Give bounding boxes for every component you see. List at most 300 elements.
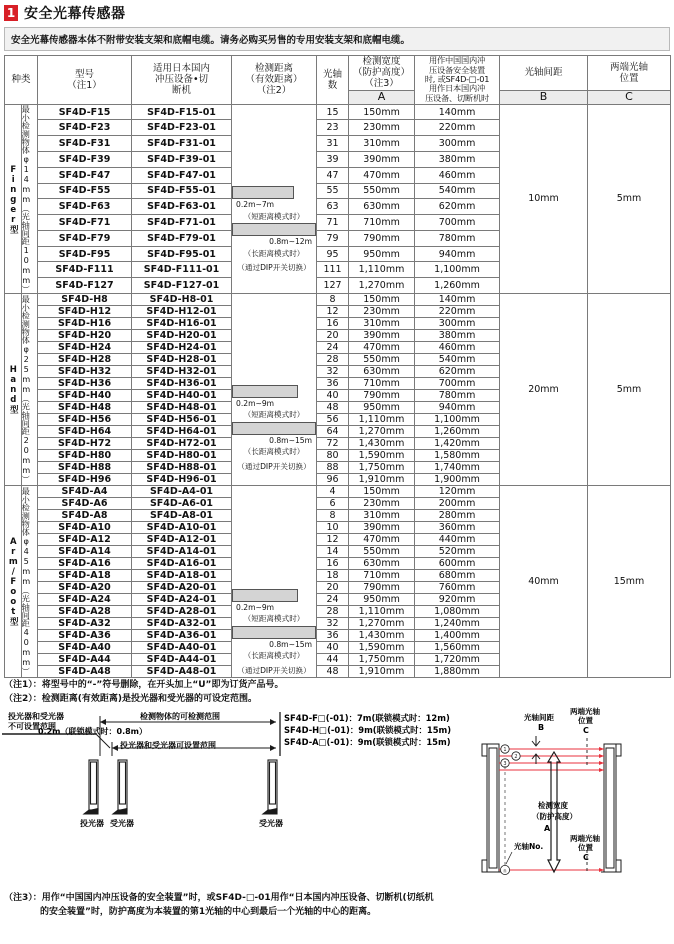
- cell-detection-width: 310mm: [349, 318, 415, 330]
- cell-model: SF4D-H64: [38, 426, 132, 438]
- cell-detection-width: 230mm: [349, 306, 415, 318]
- long-range-label: 0.8m~12m: [269, 237, 313, 247]
- cell-detection-width: 230mm: [349, 498, 415, 510]
- col-header-beams: [317, 56, 349, 105]
- short-range-bar: [232, 589, 298, 602]
- cell-cn-protection-height: 920mm: [415, 594, 500, 606]
- cell-model: SF4D-A4: [38, 486, 132, 498]
- light-curtain-diagram: [462, 704, 674, 890]
- cell-model: SF4D-H80: [38, 450, 132, 462]
- cell-cn-protection-height: 1,740mm: [415, 462, 500, 474]
- cell-detection-width: 1,430mm: [349, 630, 415, 642]
- cell-cn-protection-height: 460mm: [415, 342, 500, 354]
- cell-beam-count: 48: [317, 666, 349, 678]
- cell-detection-width: 630mm: [349, 199, 415, 215]
- cell-cn-protection-height: 700mm: [415, 215, 500, 231]
- cell-beam-count: 20: [317, 582, 349, 594]
- col-header-jp-press-l2: 冲压设备•切: [154, 74, 209, 86]
- cell-model: SF4D-H32: [38, 366, 132, 378]
- cell-beam-count: 31: [317, 136, 349, 152]
- col-header-cn-press-l1: 用作中国国内冲: [429, 55, 485, 66]
- cell-beam-count: 8: [317, 510, 349, 522]
- cell-beam-count: 36: [317, 378, 349, 390]
- cell-detection-width: 390mm: [349, 151, 415, 167]
- cell-detection-width: 150mm: [349, 294, 415, 306]
- cell-jp-model: SF4D-F39-01: [132, 151, 232, 167]
- cell-detection-width: 1,430mm: [349, 438, 415, 450]
- cell-detection-width: 470mm: [349, 342, 415, 354]
- cell-jp-model: SF4D-H64-01: [132, 426, 232, 438]
- col-header-beams-l2: 数: [327, 79, 338, 91]
- cell-cn-protection-height: 380mm: [415, 330, 500, 342]
- range-diagram: [0, 708, 462, 888]
- cell-jp-model: SF4D-F111-01: [132, 262, 232, 278]
- cell-cn-protection-height: 700mm: [415, 378, 500, 390]
- footnote-1: （注1）：将型号中的“-”符号删除，在开头加上“U”即为订货产品号。: [4, 680, 284, 691]
- col-header-jp-press-l3: 断机: [172, 85, 192, 97]
- label-min-dist: 0.2m（联锁模式时：0.8m）: [38, 727, 148, 737]
- cell-beam-count: 12: [317, 306, 349, 318]
- col-subheader-a: A: [349, 90, 415, 104]
- cell-beam-count: 71: [317, 215, 349, 231]
- cell-model: SF4D-H8: [38, 294, 132, 306]
- cell-beam-count: 55: [317, 183, 349, 199]
- col-header-ends-l2: 位置: [619, 72, 639, 84]
- cell-detection-width: 710mm: [349, 570, 415, 582]
- col-header-beams-l1: 光轴: [323, 68, 343, 80]
- label-ends-top-l2: 位置: [578, 716, 593, 726]
- cell-cn-protection-height: 780mm: [415, 390, 500, 402]
- cell-cn-protection-height: 1,080mm: [415, 606, 500, 618]
- cell-beam-count: 95: [317, 246, 349, 262]
- cell-beam-count: 12: [317, 534, 349, 546]
- cell-detection-width: 950mm: [349, 402, 415, 414]
- cell-model: SF4D-A12: [38, 534, 132, 546]
- label-pitch: 光轴间距: [524, 713, 554, 723]
- cell-model: SF4D-H20: [38, 330, 132, 342]
- emitter-icon: [84, 760, 98, 814]
- cell-beam-count: 8: [317, 294, 349, 306]
- cell-cn-protection-height: 460mm: [415, 167, 500, 183]
- cell-detection-width: 1,110mm: [349, 262, 415, 278]
- short-range-mode: （短距离模式时）: [243, 614, 305, 624]
- cell-model: SF4D-A10: [38, 522, 132, 534]
- group-min-object-text: 最小检测物体φ25mm（光轴间距20mm）: [21, 295, 32, 484]
- cell-jp-model: SF4D-H32-01: [132, 366, 232, 378]
- cell-cn-protection-height: 940mm: [415, 246, 500, 262]
- cell-detection-width: 310mm: [349, 510, 415, 522]
- cell-detection-width: 790mm: [349, 230, 415, 246]
- col-header-cn-press-l2: 压设备安全装置: [429, 64, 485, 75]
- table-body: [5, 104, 671, 677]
- cell-detection-width: 1,590mm: [349, 450, 415, 462]
- cell-beam-pitch: 10mm: [500, 104, 588, 293]
- cell-jp-model: SF4D-F47-01: [132, 167, 232, 183]
- cell-cn-protection-height: 1,580mm: [415, 450, 500, 462]
- light-curtain-svg: [462, 704, 674, 890]
- footnote-3-line2: 的安全装置”时，防护高度为本装置的第1光轴的中心到最后一个光轴的中心的距离。: [40, 906, 377, 917]
- cell-detection-distance: [232, 104, 317, 293]
- long-range-mode: （长距离模式时）: [243, 248, 305, 258]
- short-range-label: 0.2m~9m: [236, 398, 275, 408]
- long-range-mode: （长距离模式时）: [243, 447, 305, 457]
- label-ends-top-c: C: [583, 726, 589, 736]
- cell-beam-count: 32: [317, 366, 349, 378]
- cell-jp-model: SF4D-H20-01: [132, 330, 232, 342]
- cell-model: SF4D-H28: [38, 354, 132, 366]
- cell-beam-count: 14: [317, 546, 349, 558]
- group-type-label: [5, 486, 22, 678]
- cell-cn-protection-height: 760mm: [415, 582, 500, 594]
- col-subheader-c: C: [588, 90, 671, 104]
- cell-beam-count: 20: [317, 330, 349, 342]
- col-header-ends-l1: 两端光轴: [610, 61, 649, 73]
- cell-model: SF4D-H96: [38, 474, 132, 486]
- cell-detection-width: 1,270mm: [349, 278, 415, 294]
- cell-cn-protection-height: 360mm: [415, 522, 500, 534]
- cell-model: SF4D-F31: [38, 136, 132, 152]
- cell-jp-model: SF4D-H40-01: [132, 390, 232, 402]
- cell-cn-protection-height: 620mm: [415, 366, 500, 378]
- cell-jp-model: SF4D-F55-01: [132, 183, 232, 199]
- cell-cn-protection-height: 1,720mm: [415, 654, 500, 666]
- group-min-object-label: [22, 294, 38, 486]
- page-title-text: 安全光幕传感器: [24, 6, 126, 22]
- cell-beam-count: 40: [317, 642, 349, 654]
- cell-detection-width: 790mm: [349, 582, 415, 594]
- cell-model: SF4D-F39: [38, 151, 132, 167]
- cell-detection-width: 950mm: [349, 246, 415, 262]
- cell-beam-count: 80: [317, 450, 349, 462]
- cell-detection-width: 310mm: [349, 136, 415, 152]
- cell-cn-protection-height: 600mm: [415, 558, 500, 570]
- cell-jp-model: SF4D-F127-01: [132, 278, 232, 294]
- cell-beam-count: 96: [317, 474, 349, 486]
- cell-model: SF4D-H48: [38, 402, 132, 414]
- cell-beam-count: 39: [317, 151, 349, 167]
- cell-detection-width: 710mm: [349, 215, 415, 231]
- cell-detection-width: 1,910mm: [349, 666, 415, 678]
- col-header-ends: [588, 56, 671, 91]
- group-min-object-label: [22, 104, 38, 293]
- cell-detection-width: 230mm: [349, 120, 415, 136]
- cell-cn-protection-height: 280mm: [415, 510, 500, 522]
- cell-detection-distance: [232, 294, 317, 486]
- cell-beam-count: 63: [317, 199, 349, 215]
- cell-model: SF4D-H56: [38, 414, 132, 426]
- cell-beam-count: 48: [317, 402, 349, 414]
- cell-jp-model: SF4D-A36-01: [132, 630, 232, 642]
- cell-cn-protection-height: 220mm: [415, 120, 500, 136]
- cell-jp-model: SF4D-H28-01: [132, 354, 232, 366]
- cell-detection-width: 1,270mm: [349, 618, 415, 630]
- cell-model: SF4D-H36: [38, 378, 132, 390]
- cell-model: SF4D-H40: [38, 390, 132, 402]
- cell-model: SF4D-A40: [38, 642, 132, 654]
- cell-beam-count: 24: [317, 342, 349, 354]
- long-range-bar: [232, 223, 316, 236]
- cell-beam-count: 47: [317, 167, 349, 183]
- cell-jp-model: SF4D-A14-01: [132, 546, 232, 558]
- cell-beam-count: 28: [317, 606, 349, 618]
- cell-model: SF4D-H16: [38, 318, 132, 330]
- cell-jp-model: SF4D-A40-01: [132, 642, 232, 654]
- cell-jp-model: SF4D-H96-01: [132, 474, 232, 486]
- cell-model: SF4D-F47: [38, 167, 132, 183]
- cell-detection-width: 1,270mm: [349, 426, 415, 438]
- cell-cn-protection-height: 780mm: [415, 230, 500, 246]
- cell-detection-width: 150mm: [349, 486, 415, 498]
- cell-model: SF4D-A28: [38, 606, 132, 618]
- cell-detection-width: 1,750mm: [349, 654, 415, 666]
- label-spec-h: SF4D-H□(-01)：9m(联锁模式时：15m): [284, 725, 452, 736]
- col-header-distance-l2: （有效距离）: [245, 74, 303, 86]
- cell-cn-protection-height: 1,400mm: [415, 630, 500, 642]
- col-header-kind: 种类: [5, 56, 38, 105]
- cell-cn-protection-height: 120mm: [415, 486, 500, 498]
- col-header-distance: [232, 56, 317, 105]
- cell-model: SF4D-F127: [38, 278, 132, 294]
- cell-cn-protection-height: 300mm: [415, 318, 500, 330]
- cell-jp-model: SF4D-H24-01: [132, 342, 232, 354]
- cell-detection-width: 470mm: [349, 534, 415, 546]
- label-emitter: 投光器: [80, 819, 104, 829]
- cell-cn-protection-height: 680mm: [415, 570, 500, 582]
- cell-detection-width: 550mm: [349, 183, 415, 199]
- cell-detection-width: 1,110mm: [349, 414, 415, 426]
- label-ends-bot-l2: 位置: [578, 843, 593, 853]
- dip-switch-note: （通过DIP开关切换）: [237, 665, 311, 675]
- cell-jp-model: SF4D-A32-01: [132, 618, 232, 630]
- label-width-l1: 检测宽度: [538, 801, 568, 811]
- col-header-model: [38, 56, 132, 105]
- cell-jp-model: SF4D-A16-01: [132, 558, 232, 570]
- cell-detection-width: 950mm: [349, 594, 415, 606]
- label-no-set-l1: 投光器和受光器: [8, 712, 64, 722]
- short-range-bar: [232, 385, 298, 398]
- cell-jp-model: SF4D-H56-01: [132, 414, 232, 426]
- long-range-bar: [232, 626, 316, 639]
- col-header-jp-press-l1: 适用日本国内: [153, 63, 211, 74]
- cell-cn-protection-height: 540mm: [415, 183, 500, 199]
- cell-jp-model: SF4D-F71-01: [132, 215, 232, 231]
- page-title: [0, 0, 674, 25]
- cell-cn-protection-height: 140mm: [415, 294, 500, 306]
- cell-model: SF4D-A14: [38, 546, 132, 558]
- cell-beam-count: 88: [317, 462, 349, 474]
- cell-jp-model: SF4D-H72-01: [132, 438, 232, 450]
- receiver-icon: [113, 760, 127, 814]
- col-header-cn-press-l3: 时, 或SF4D-□-01: [424, 74, 490, 85]
- cell-detection-width: 710mm: [349, 378, 415, 390]
- cell-cn-protection-height: 540mm: [415, 354, 500, 366]
- cell-cn-protection-height: 440mm: [415, 534, 500, 546]
- cell-beam-count: 56: [317, 414, 349, 426]
- footnote-3: [0, 890, 674, 919]
- cell-detection-distance: [232, 486, 317, 678]
- cell-jp-model: SF4D-A48-01: [132, 666, 232, 678]
- label-settable: 投光器和受光器可设置范围: [120, 741, 216, 751]
- label-ends-top-l1: 两端光轴: [570, 707, 600, 717]
- long-range-label: 0.8m~15m: [269, 435, 313, 445]
- cell-model: SF4D-A24: [38, 594, 132, 606]
- cell-cn-protection-height: 940mm: [415, 402, 500, 414]
- cell-detection-width: 150mm: [349, 104, 415, 120]
- col-header-width: [349, 56, 415, 91]
- label-width-a: A: [544, 824, 551, 834]
- cell-beam-count: 127: [317, 278, 349, 294]
- cell-jp-model: SF4D-A6-01: [132, 498, 232, 510]
- cell-jp-model: SF4D-A10-01: [132, 522, 232, 534]
- cell-detection-width: 1,110mm: [349, 606, 415, 618]
- cell-cn-protection-height: 300mm: [415, 136, 500, 152]
- cell-cn-protection-height: 1,560mm: [415, 642, 500, 654]
- cell-model: SF4D-H72: [38, 438, 132, 450]
- cell-model: SF4D-A18: [38, 570, 132, 582]
- cell-detection-width: 390mm: [349, 330, 415, 342]
- label-receiver: 受光器: [110, 819, 134, 829]
- cell-jp-model: SF4D-A44-01: [132, 654, 232, 666]
- range-diagram-svg: [0, 708, 462, 836]
- cell-cn-protection-height: 1,100mm: [415, 414, 500, 426]
- cell-detection-width: 390mm: [349, 522, 415, 534]
- col-header-model-l1: 型号: [75, 68, 95, 80]
- cell-cn-protection-height: 1,880mm: [415, 666, 500, 678]
- footnote-3-line1: （注3）：用作“中国国内冲压设备的安全装置”时，或SF4D-□-01用作“日本国内冲压设备、切断机(切纸机: [4, 893, 434, 904]
- cell-end-beam-position: 5mm: [588, 104, 671, 293]
- cell-end-beam-position: 5mm: [588, 294, 671, 486]
- cell-model: SF4D-F71: [38, 215, 132, 231]
- cell-detection-width: 1,910mm: [349, 474, 415, 486]
- cell-model: SF4D-A44: [38, 654, 132, 666]
- short-range-mode: （短距离模式时）: [243, 211, 305, 221]
- group-type-text: Arm/Foot型: [8, 537, 19, 626]
- cell-model: SF4D-F79: [38, 230, 132, 246]
- group-min-object-text: 最小检测物体φ45mm（光轴间距40mm）: [21, 487, 32, 676]
- cell-detection-width: 790mm: [349, 390, 415, 402]
- label-beam-no: 光轴No.: [514, 842, 544, 852]
- short-range-label: 0.2m~7m: [236, 200, 275, 210]
- cell-model: SF4D-F55: [38, 183, 132, 199]
- cell-jp-model: SF4D-H48-01: [132, 402, 232, 414]
- label-ends-bot-c: C: [583, 853, 589, 863]
- cell-beam-count: 6: [317, 498, 349, 510]
- col-header-distance-l1: 检测距离: [255, 63, 294, 74]
- cell-cn-protection-height: 520mm: [415, 546, 500, 558]
- cell-beam-count: 10: [317, 522, 349, 534]
- cell-cn-protection-height: 1,900mm: [415, 474, 500, 486]
- header-note: 安全光幕传感器本体不附带安装支架和底帽电缆。请务必购买另售的专用安装支架和底帽电缆。: [4, 27, 670, 51]
- cell-model: SF4D-H88: [38, 462, 132, 474]
- cell-jp-model: SF4D-A12-01: [132, 534, 232, 546]
- label-width-l2: （防护高度）: [532, 812, 577, 822]
- cell-beam-count: 32: [317, 618, 349, 630]
- label-receiver2: 受光器: [259, 819, 283, 829]
- footnote-2: （注2）：检测距离(有效距离)是投光器和受光器的可设定范围。: [4, 694, 257, 705]
- cell-model: SF4D-A36: [38, 630, 132, 642]
- cell-model: SF4D-A16: [38, 558, 132, 570]
- group-min-object-text: 最小检测物体φ14mm（光轴间距10mm）: [21, 104, 32, 294]
- long-range-mode: （长距离模式时）: [243, 651, 305, 661]
- long-range-bar: [232, 422, 316, 435]
- group-type-label: [5, 104, 22, 293]
- label-spec-a: SF4D-A□(-01)：9m(联锁模式时：15m): [284, 737, 451, 748]
- cell-detection-width: 630mm: [349, 366, 415, 378]
- cell-jp-model: SF4D-A8-01: [132, 510, 232, 522]
- cell-beam-count: 4: [317, 486, 349, 498]
- table-row: [5, 104, 671, 120]
- cell-jp-model: SF4D-H36-01: [132, 378, 232, 390]
- cell-jp-model: SF4D-A4-01: [132, 486, 232, 498]
- label-pitch-b: B: [538, 723, 545, 733]
- cell-cn-protection-height: 1,100mm: [415, 262, 500, 278]
- col-header-cn-press-l4: 用作日本国内冲: [429, 83, 485, 94]
- cell-beam-count: 28: [317, 354, 349, 366]
- dip-switch-note: （通过DIP开关切换）: [237, 461, 311, 471]
- cell-beam-pitch: 20mm: [500, 294, 588, 486]
- cell-beam-count: 40: [317, 390, 349, 402]
- bottom-diagrams: [0, 708, 674, 890]
- cell-model: SF4D-H24: [38, 342, 132, 354]
- cell-model: SF4D-H12: [38, 306, 132, 318]
- col-header-width-l2: （防护高度）: [353, 67, 411, 79]
- cell-detection-width: 1,590mm: [349, 642, 415, 654]
- cell-detection-width: 470mm: [349, 167, 415, 183]
- cell-cn-protection-height: 140mm: [415, 104, 500, 120]
- cell-beam-count: 18: [317, 570, 349, 582]
- cell-cn-protection-height: 200mm: [415, 498, 500, 510]
- cell-detection-width: 630mm: [349, 558, 415, 570]
- cell-model: SF4D-A8: [38, 510, 132, 522]
- cell-model: SF4D-F15: [38, 104, 132, 120]
- cell-jp-model: SF4D-A28-01: [132, 606, 232, 618]
- cell-cn-protection-height: 1,240mm: [415, 618, 500, 630]
- cell-jp-model: SF4D-F31-01: [132, 136, 232, 152]
- cell-beam-count: 111: [317, 262, 349, 278]
- cell-jp-model: SF4D-A24-01: [132, 594, 232, 606]
- cell-jp-model: SF4D-H16-01: [132, 318, 232, 330]
- cell-beam-count: 44: [317, 654, 349, 666]
- short-range-label: 0.2m~9m: [236, 602, 275, 612]
- cell-jp-model: SF4D-A18-01: [132, 570, 232, 582]
- cell-beam-count: 16: [317, 558, 349, 570]
- cell-model: SF4D-A32: [38, 618, 132, 630]
- cell-cn-protection-height: 1,260mm: [415, 278, 500, 294]
- svg-text:n: n: [503, 868, 507, 875]
- svg-text:3: 3: [503, 761, 507, 768]
- col-header-model-l2: （注1）: [67, 79, 102, 91]
- cell-jp-model: SF4D-H88-01: [132, 462, 232, 474]
- cell-beam-count: 79: [317, 230, 349, 246]
- cell-beam-count: 72: [317, 438, 349, 450]
- long-range-label: 0.8m~15m: [269, 639, 313, 649]
- cell-jp-model: SF4D-F63-01: [132, 199, 232, 215]
- cell-model: SF4D-F111: [38, 262, 132, 278]
- cell-beam-count: 36: [317, 630, 349, 642]
- cell-cn-protection-height: 1,260mm: [415, 426, 500, 438]
- col-header-width-l3: （注3）: [364, 78, 399, 90]
- group-type-label: [5, 294, 22, 486]
- col-header-pitch: 光轴间距: [500, 56, 588, 91]
- cell-jp-model: SF4D-H8-01: [132, 294, 232, 306]
- col-header-distance-l3: （注2）: [256, 85, 292, 97]
- cell-model: SF4D-F63: [38, 199, 132, 215]
- cell-model: SF4D-A6: [38, 498, 132, 510]
- cell-beam-count: 24: [317, 594, 349, 606]
- cell-beam-count: 23: [317, 120, 349, 136]
- cell-end-beam-position: 15mm: [588, 486, 671, 678]
- cell-jp-model: SF4D-F23-01: [132, 120, 232, 136]
